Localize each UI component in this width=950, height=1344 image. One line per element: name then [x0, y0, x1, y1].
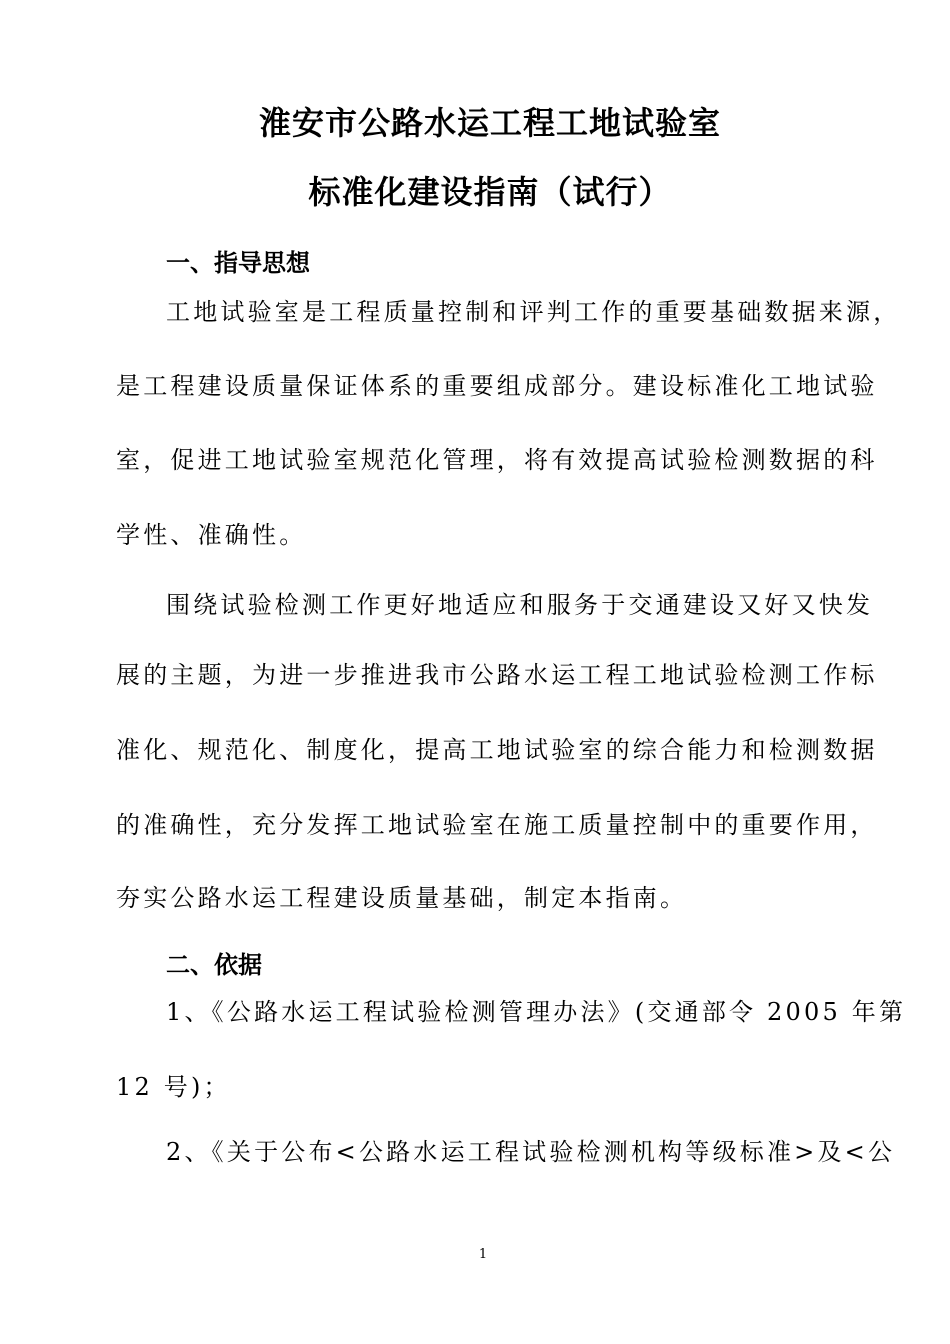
paragraph-line: 的准确性，充分发挥工地试验室在施工质量控制中的重要作用，: [116, 811, 878, 839]
list-item-line: 1、《公路水运工程试验检测管理办法》(交通部令 2005 年第: [166, 998, 907, 1026]
paragraph-line: 学性、准确性。: [116, 521, 307, 549]
paragraph-line: 围绕试验检测工作更好地适应和服务于交通建设又好又快发: [166, 591, 874, 619]
paragraph-line: 夯实公路水运工程建设质量基础，制定本指南。: [116, 884, 688, 912]
section-heading-basis: 二、依据: [166, 951, 262, 979]
paragraph-line: 室，促进工地试验室规范化管理，将有效提高试验检测数据的科: [116, 446, 878, 474]
document-title-line-2: 标准化建设指南（试行）: [308, 173, 672, 211]
list-item-line: 2、《关于公布<公路水运工程试验检测机构等级标准>及<公: [166, 1138, 896, 1166]
paragraph-line: 是工程建设质量保证体系的重要组成部分。建设标准化工地试验: [116, 372, 878, 400]
page-number: 1: [478, 1247, 488, 1262]
section-heading-guiding-ideology: 一、指导思想: [166, 249, 310, 277]
paragraph-line: 展的主题，为进一步推进我市公路水运工程工地试验检测工作标: [116, 661, 878, 689]
paragraph-line: 准化、规范化、制度化，提高工地试验室的综合能力和检测数据: [116, 736, 878, 764]
paragraph-line: 工地试验室是工程质量控制和评判工作的重要基础数据来源，: [166, 298, 901, 326]
document-title-line-1: 淮安市公路水运工程工地试验室: [258, 104, 721, 142]
list-item-line: 12 号)；: [116, 1073, 231, 1101]
